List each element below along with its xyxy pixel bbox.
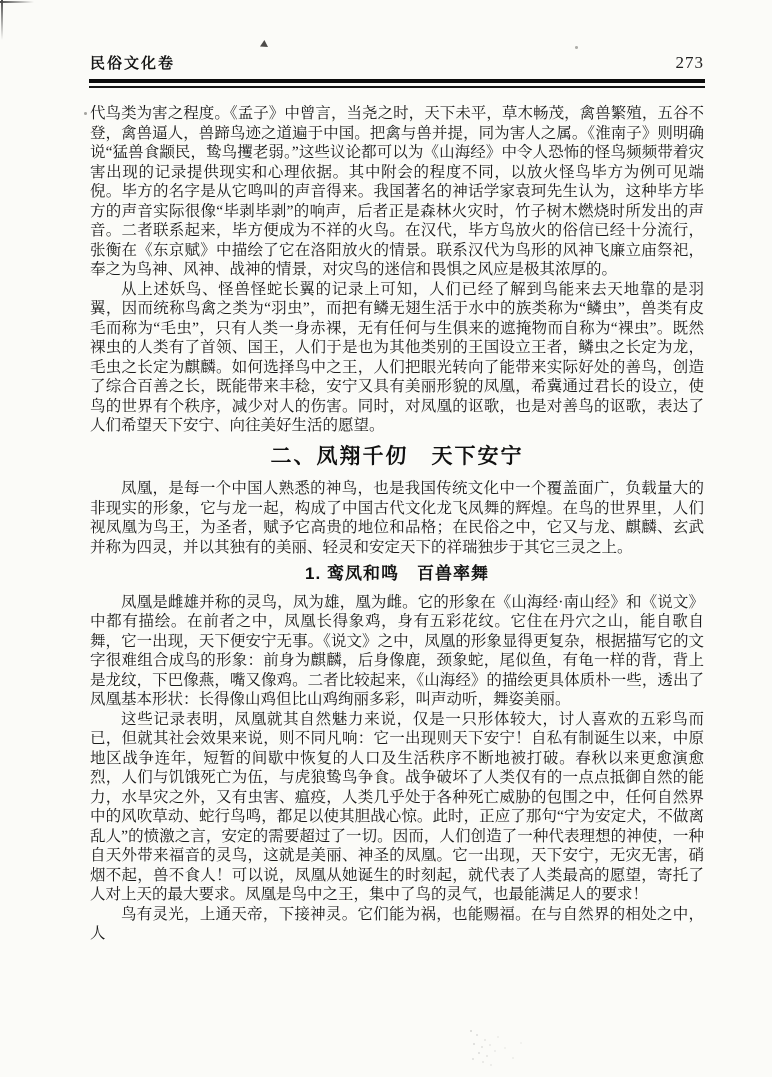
section-heading: 二、凤翔千仞 天下安宁 [270,443,524,468]
scan-corner-vertical-line [1,0,3,40]
paragraph: 凤凰是雌雄并称的灵鸟，凤为雄，凰为雌。它的形象在《山海经·南山经》和《说文》中都有描绘。在前者之中，凤凰长得象鸡，身有五彩花纹。它住在丹穴之山，能自歌自舞，它一出现，天下便安宁无事。《说文》之中，凤凰的形象显得更复杂，根据描写它的文字很难组合成鸟的形象：前身为麒麟，后身像鹿，颈象蛇，尾似鱼，有龟一样的背，背上是龙纹，下巴像燕，嘴又像鸡。二者比较起来，《山海经》的描绘更具体质朴一些，透出了凤凰基本形状：长得像山鸡但比山鸡绚丽多彩，叫声动听，舞姿美丽。 [90,593,704,708]
scan-noise [470,1030,472,1032]
paragraph: 鸟有灵光，上通天帝，下接神灵。它们能为祸，也能赐福。在与自然界的相处之中，人 [90,905,704,942]
subsection-heading: 1. 鸾凤和鸣 百兽率舞 [305,564,489,583]
ink-speck [575,46,578,49]
paragraph: 从上述妖鸟、怪兽怪蛇长翼的记录上可知，人们已经了解到鸟能来去天地靠的是羽翼，因而统称鸟禽之类为“羽虫”，而把有鳞无翅生活于水中的族类称为“鳞虫”，兽类有皮毛而称为“毛虫”，只有人类一身赤裸，无有任何与生俱来的遮掩物而自称为“裸虫”。既然裸虫的人类有了首领、国王，人们于是也为其他类别的王国设立王者，鳞虫之长定为龙，毛虫之长定为麒麟。如何选择鸟中之王，人们把眼光转向了能带来实际好处的善鸟，创造了综合百善之长，既能带来丰稔，安宁又具有美丽形貌的凤凰，希冀通过君长的设立，使鸟的世界有个秩序，减少对人的伤害。同时，对凤凰的讴歌，也是对善鸟的讴歌，表达了人们希望天下安宁、向往美好生活的愿望。 [90,280,704,434]
paragraph-continuation: 代鸟类为害之程度。《孟子》中曾言，当尧之时，天下未平，草木畅茂，禽兽繁殖，五谷不登，禽兽逼人，兽蹄鸟迹之道遍于中国。把禽与兽并提，同为害人之属。《淮南子》则明确说“猛兽食颛民，鸷鸟攫老弱。”这些议论都可以为《山海经》中令人恐怖的怪鸟频频带着灾害出现的记录提供现实和心理依据。其中附会的程度不同，以放火怪鸟毕方为例可见端倪。毕方的名字是从它鸣叫的声音得来。我国著名的神话学家袁珂先生认为，这种毕方毕方的声音实际很像“毕剥毕剥”的响声，后者正是森林火灾时，竹子树木燃烧时所发出的声音。二者联系起来，毕方便成为不祥的火鸟。在汉代，毕方鸟放火的俗信已经十分流行，张衡在《东京赋》中描绘了它在洛阳放火的情景。联系汉代为鸟形的风神飞廉立庙祭祀，奉之为鸟神、风神、战神的情景，对灾鸟的迷信和畏惧之风应是极其浓厚的。 [90,105,704,278]
scan-corner-horizontal-line [0,1,34,3]
header-rule-thin [89,86,705,88]
header-rule-thick [89,79,705,83]
ink-speck [260,40,268,47]
page-number: 273 [675,53,704,72]
book-title: 民俗文化卷 [90,55,176,72]
page-body [90,104,704,944]
running-header [90,52,704,73]
paragraph: 这些记录表明，凤凰就其自然魅力来说，仅是一只形体较大，讨人喜欢的五彩鸟而已，但就其社会效果来说，则不同凡响：它一出现则天下安宁！自私有制诞生以来，中原地区战争连年，短暂的间歇中恢复的人口及生活秩序不断地被打破。春秋以来更愈演愈烈，人们与饥饿死亡为伍，与虎狼鸷鸟争食。战争破坏了人类仅有的一点点抵御自然的能力，水旱灾之外，又有虫害、瘟疫，人类几乎处于各种死亡威胁的包围之中，任何自然界中的风吹草动、蛇行鸟鸣，都足以使其胆战心惊。此时，正应了那句“宁为安定犬，不做离乱人”的愤激之言，安定的需要超过了一切。因而，人们创造了一种代表理想的神使，一种自天外带来福音的灵鸟，这就是美丽、神圣的凤凰。它一出现，天下安宁，无灾无害，硝烟不起，兽不食人！可以说，凤凰从她诞生的时刻起，就代表了人类最高的愿望，寄托了人对上天的最大要求。凤凰是鸟中之王，集中了鸟的灵气，也最能满足人的要求！ [90,710,704,903]
paragraph: 凤凰，是每一个中国人熟悉的神鸟，也是我国传统文化中一个覆盖面广，负载量大的非现实的形象，它与龙一起，构成了中国古代文化龙飞凤舞的辉煌。在鸟的世界里，人们视凤凰为鸟王，为圣者，赋予它高贵的地位和品格；在民俗之中，它又与龙、麒麟、玄武并称为四灵，并以其独有的美丽、轻灵和安定天下的祥瑞独步于其它三灵之上。 [90,480,704,556]
ink-speck [84,112,87,115]
